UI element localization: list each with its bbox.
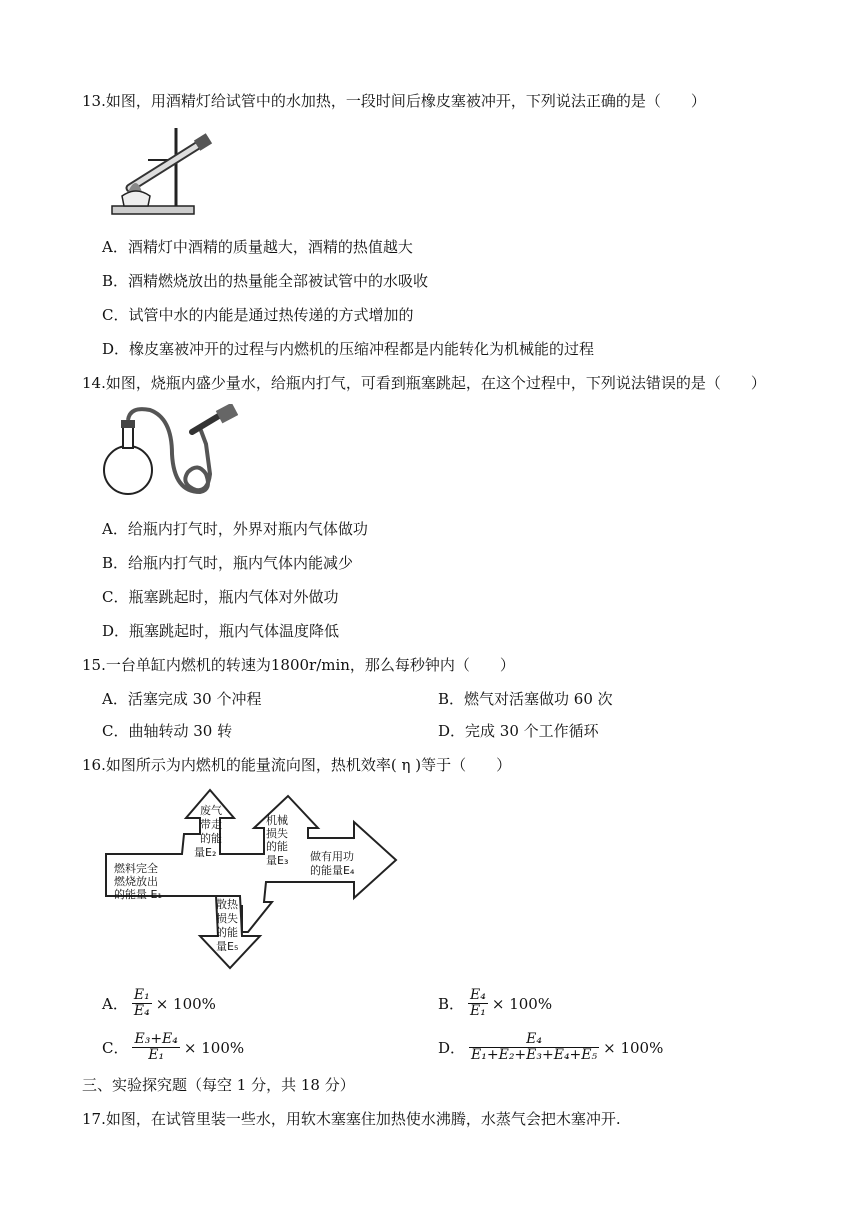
q13-option-c[interactable]: C．试管中水的内能是通过热传递的方式增加的 [102, 306, 414, 324]
section-3-heading: 三、实验探究题（每空 1 分，共 18 分） [82, 1076, 355, 1094]
fraction-denominator: E₄ [133, 1003, 150, 1019]
q17-stem: 17.如图，在试管里装一些水，用软木塞塞住加热使水沸腾，水蒸气会把木塞冲开. [82, 1110, 621, 1128]
q16-option-c-label: C． [102, 1039, 129, 1057]
svg-text:的能 [216, 925, 238, 939]
input-label-2: 燃烧放出 [114, 875, 158, 888]
svg-text:量E₂ [194, 846, 216, 859]
mech-loss-label-2: 损失 [266, 827, 288, 840]
fraction-denominator: E₁ [470, 1003, 486, 1019]
svg-text:带走 [200, 817, 222, 831]
percent-suffix: × 100% [491, 994, 553, 1013]
percent-suffix: × 100% [603, 1038, 664, 1057]
q15-option-b[interactable]: B．燃气对活塞做功 60 次 [438, 690, 613, 708]
q16-option-c-fraction [132, 1032, 179, 1063]
input-label-1: 燃料完全 [114, 862, 158, 875]
fraction-numerator: E₄ [469, 1032, 599, 1048]
svg-text:损失 [266, 826, 288, 840]
energy-flow-diagram [104, 786, 398, 970]
q16-option-a-label: A． [102, 995, 128, 1013]
fraction-denominator: E₁ [148, 1047, 165, 1063]
useful-label-1: 做有用功 [310, 850, 354, 863]
q13-option-d[interactable]: D．橡皮塞被冲开的过程与内燃机的压缩冲程都是内能转化为机械能的过程 [102, 340, 595, 358]
svg-text:散热 [216, 897, 239, 911]
q15-option-a[interactable]: A．活塞完成 30 个冲程 [102, 690, 262, 708]
mech-loss-label-4: 量E₃ [266, 854, 289, 867]
svg-text:的能量 E₁ [114, 887, 162, 901]
svg-text:废气 [200, 803, 222, 817]
fraction-denominator: E₁+E₂+E₃+E₄+E₅ [471, 1047, 598, 1063]
alcohol-lamp-test-tube-figure [108, 122, 220, 220]
q14-option-b[interactable]: B．给瓶内打气时，瓶内气体内能减少 [102, 554, 354, 572]
svg-text:量E₅ [216, 940, 238, 953]
exhaust-label-2: 带走 [200, 818, 222, 831]
q13-stem: 13.如图，用酒精灯给试管中的水加热，一段时间后橡皮塞被冲开，下列说法正确的是（ ） [82, 92, 706, 110]
q14-option-c[interactable]: C．瓶塞跳起时，瓶内气体对外做功 [102, 588, 339, 606]
q16-option-b[interactable] [438, 988, 552, 1019]
exhaust-label-4: 量E₂ [194, 846, 217, 859]
mech-loss-label-1: 机械 [266, 814, 288, 827]
flask-pump-figure [100, 404, 238, 500]
useful-label-2: 的能量E₄ [310, 864, 355, 877]
svg-text:量E₃ [266, 854, 288, 867]
input-label-3: 的能量 E₁ [114, 888, 162, 901]
exhaust-label-1: 废气 [200, 804, 222, 817]
q16-option-c[interactable] [102, 1032, 244, 1063]
svg-text:做有用功 [310, 849, 354, 863]
q14-stem: 14.如图，烧瓶内盛少量水，给瓶内打气，可看到瓶塞跳起，在这个过程中，下列说法错误的是（ ） [82, 374, 766, 392]
q16-option-a-fraction [132, 988, 152, 1019]
q13-option-b[interactable]: B．酒精燃烧放出的热量能全部被试管中的水吸收 [102, 272, 429, 290]
svg-text:燃烧放出 [114, 874, 158, 888]
q14-option-a[interactable]: A．给瓶内打气时，外界对瓶内气体做功 [102, 520, 368, 538]
q16-stem: 16.如图所示为内燃机的能量流向图，热机效率( η )等于（ ） [82, 756, 512, 774]
q16-option-d-label: D． [438, 1039, 466, 1057]
q15-option-d[interactable]: D．完成 30 个工作循环 [438, 722, 599, 740]
svg-text:损失 [216, 911, 238, 925]
heat-loss-label-1: 散热 [216, 898, 238, 911]
q16-option-d-fraction [469, 1032, 599, 1063]
mech-loss-label-3: 的能 [266, 840, 288, 853]
heat-loss-label-4: 量E₅ [216, 940, 239, 953]
svg-text:的能 [266, 839, 288, 853]
q15-stem: 15.一台单缸内燃机的转速为1800r/min，那么每秒钟内（ ） [82, 656, 515, 674]
q14-option-d[interactable]: D．瓶塞跳起时，瓶内气体温度降低 [102, 622, 340, 640]
fraction-numerator: E₄ [470, 987, 486, 1003]
q16-option-d[interactable] [438, 1032, 663, 1063]
percent-suffix: × 100% [155, 994, 216, 1013]
svg-text:燃料完全 [114, 861, 158, 875]
heat-loss-label-3: 的能 [216, 926, 238, 939]
q16-option-b-label: B． [438, 995, 465, 1013]
fraction-numerator: E₃+E₄ [134, 1031, 178, 1047]
svg-text:的能 [200, 831, 222, 845]
q15-option-c[interactable]: C．曲轴转动 30 转 [102, 722, 233, 740]
svg-text:机械 [266, 813, 288, 827]
q16-option-b-fraction [468, 988, 488, 1019]
exhaust-label-3: 的能 [200, 832, 222, 845]
percent-suffix: × 100% [183, 1038, 245, 1057]
q16-option-a[interactable] [102, 988, 216, 1019]
q13-option-a[interactable]: A．酒精灯中酒精的质量越大，酒精的热值越大 [102, 238, 413, 256]
heat-loss-label-2: 损失 [216, 912, 238, 925]
fraction-numerator: E₁ [133, 987, 150, 1003]
svg-text:的能量E₄ [310, 863, 355, 877]
